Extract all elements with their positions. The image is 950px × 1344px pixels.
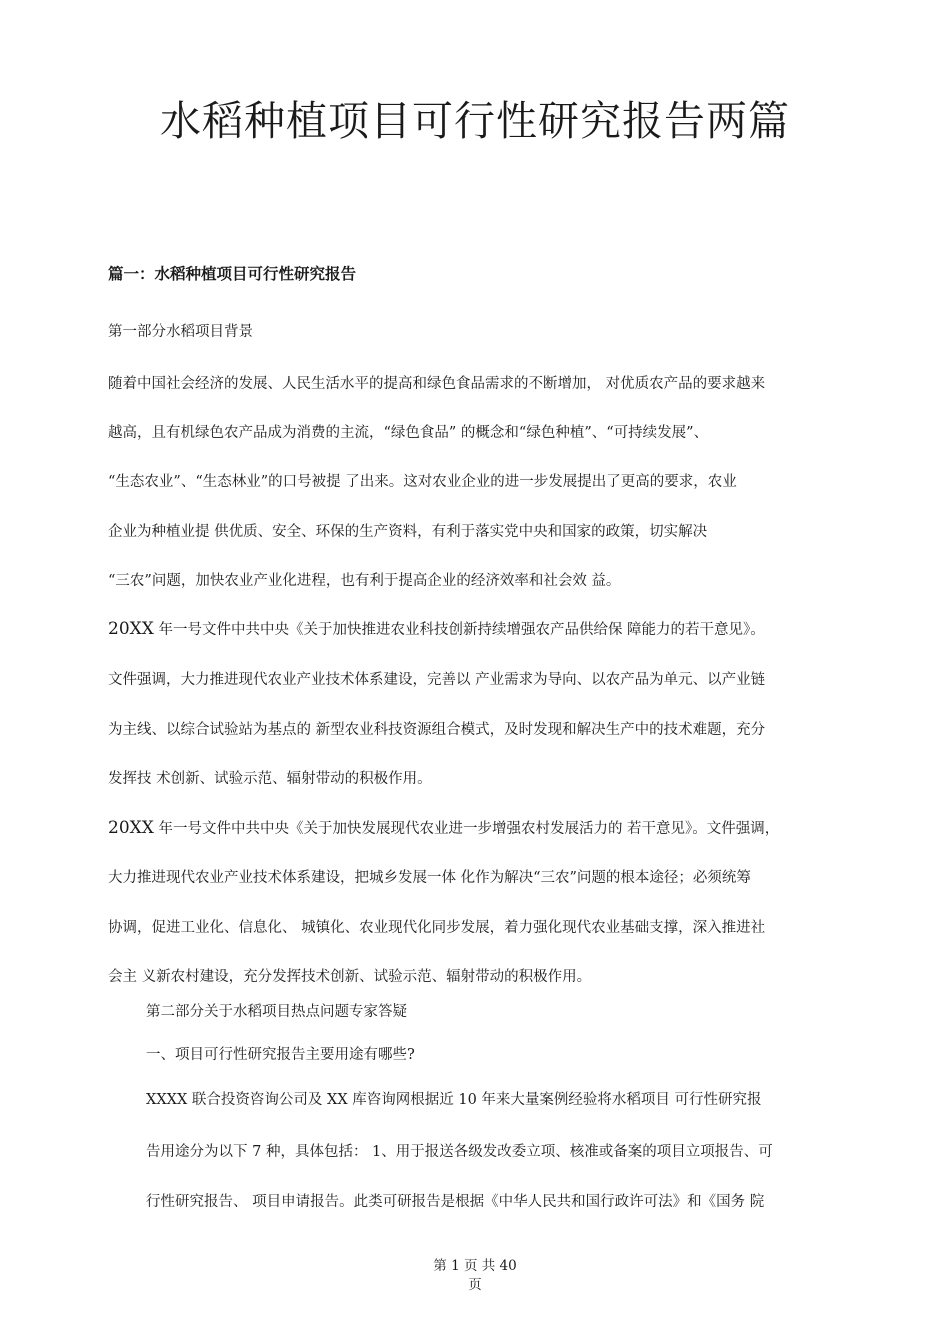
paragraph3-text: 年一号文件中共中央《关于加快发展现代农业进一步增强农村发展活力的 若干意见》。文件强调， bbox=[153, 821, 780, 837]
paragraph3-line bbox=[108, 817, 779, 838]
paragraph4-line: 行性研究报告、 项目申请报告。此类可研报告是根据《中华人民共和国行政许可法》和《国务 院 bbox=[146, 1194, 765, 1210]
paragraph1-line: 随着中国社会经济的发展、人民生活水平的提高和绿色食品需求的不断增加， 对优质农产品的要求越来 bbox=[108, 376, 766, 392]
part2-heading: 第二部分关于水稻项目热点问题专家答疑 bbox=[146, 1004, 407, 1020]
section-heading: 篇一：水稻种植项目可行性研究报告 bbox=[108, 265, 357, 283]
year-label: 20XX bbox=[108, 818, 154, 838]
paragraph2-line bbox=[108, 618, 765, 639]
paragraph1-line: 企业为种植业提 供优质、安全、环保的生产资料，有利于落实党中央和国家的政策，切实解决 bbox=[108, 524, 708, 540]
paragraph2-line: 发挥技 术创新、试验示范、辐射带动的积极作用。 bbox=[108, 771, 432, 787]
page-number-footer: 第 1 页 共 40 bbox=[433, 1258, 517, 1274]
paragraph4-line: 告用途分为以下 7 种，具体包括： 1、用于报送各级发改委立项、核准或备案的项目立项报告、可 bbox=[146, 1144, 773, 1160]
year-label: 20XX bbox=[108, 619, 154, 639]
paragraph3-line: 会主 义新农村建设，充分发挥技术创新、试验示范、辐射带动的积极作用。 bbox=[108, 969, 592, 985]
paragraph1-line: “生态农业”、“生态林业”的口号被提 了出来。这对农业企业的进一步发展提出了更高的要求，农业 bbox=[108, 474, 737, 490]
question-heading: 一、项目可行性研究报告主要用途有哪些? bbox=[146, 1047, 415, 1063]
paragraph2-line: 文件强调，大力推进现代农业产业技术体系建设，完善以 产业需求为导向、以农产品为单元、以产业链 bbox=[108, 672, 766, 688]
page-number-footer-cont: 页 bbox=[468, 1277, 482, 1293]
paragraph1-line: “三农”问题，加快农业产业化进程，也有利于提高企业的经济效率和社会效 益。 bbox=[108, 573, 621, 589]
document-title: 水稻种植项目可行性研究报告两篇 bbox=[160, 97, 790, 145]
paragraph2-text: 年一号文件中共中央《关于加快推进农业科技创新持续增强农产品供给保 障能力的若干意见》。 bbox=[153, 622, 765, 638]
paragraph3-line: 协调，促进工业化、信息化、 城镇化、农业现代化同步发展，着力强化现代农业基础支撑，深入推进社 bbox=[108, 920, 766, 936]
part1-heading: 第一部分水稻项目背景 bbox=[108, 324, 253, 340]
paragraph3-line: 大力推进现代农业产业技术体系建设，把城乡发展一体 化作为解决“三农”问题的根本途径；必须统筹 bbox=[108, 870, 751, 886]
paragraph1-line: 越高，且有机绿色农产品成为消费的主流，“绿色食品” 的概念和“绿色种植”、“可持续发展”、 bbox=[108, 425, 709, 441]
paragraph2-line: 为主线、以综合试验站为基点的 新型农业科技资源组合模式，及时发现和解决生产中的技术难题，充分 bbox=[108, 722, 766, 738]
paragraph4-line: XXXX 联合投资咨询公司及 XX 库咨询网根据近 10 年来大量案例经验将水稻项目 可行性研究报 bbox=[146, 1092, 762, 1108]
